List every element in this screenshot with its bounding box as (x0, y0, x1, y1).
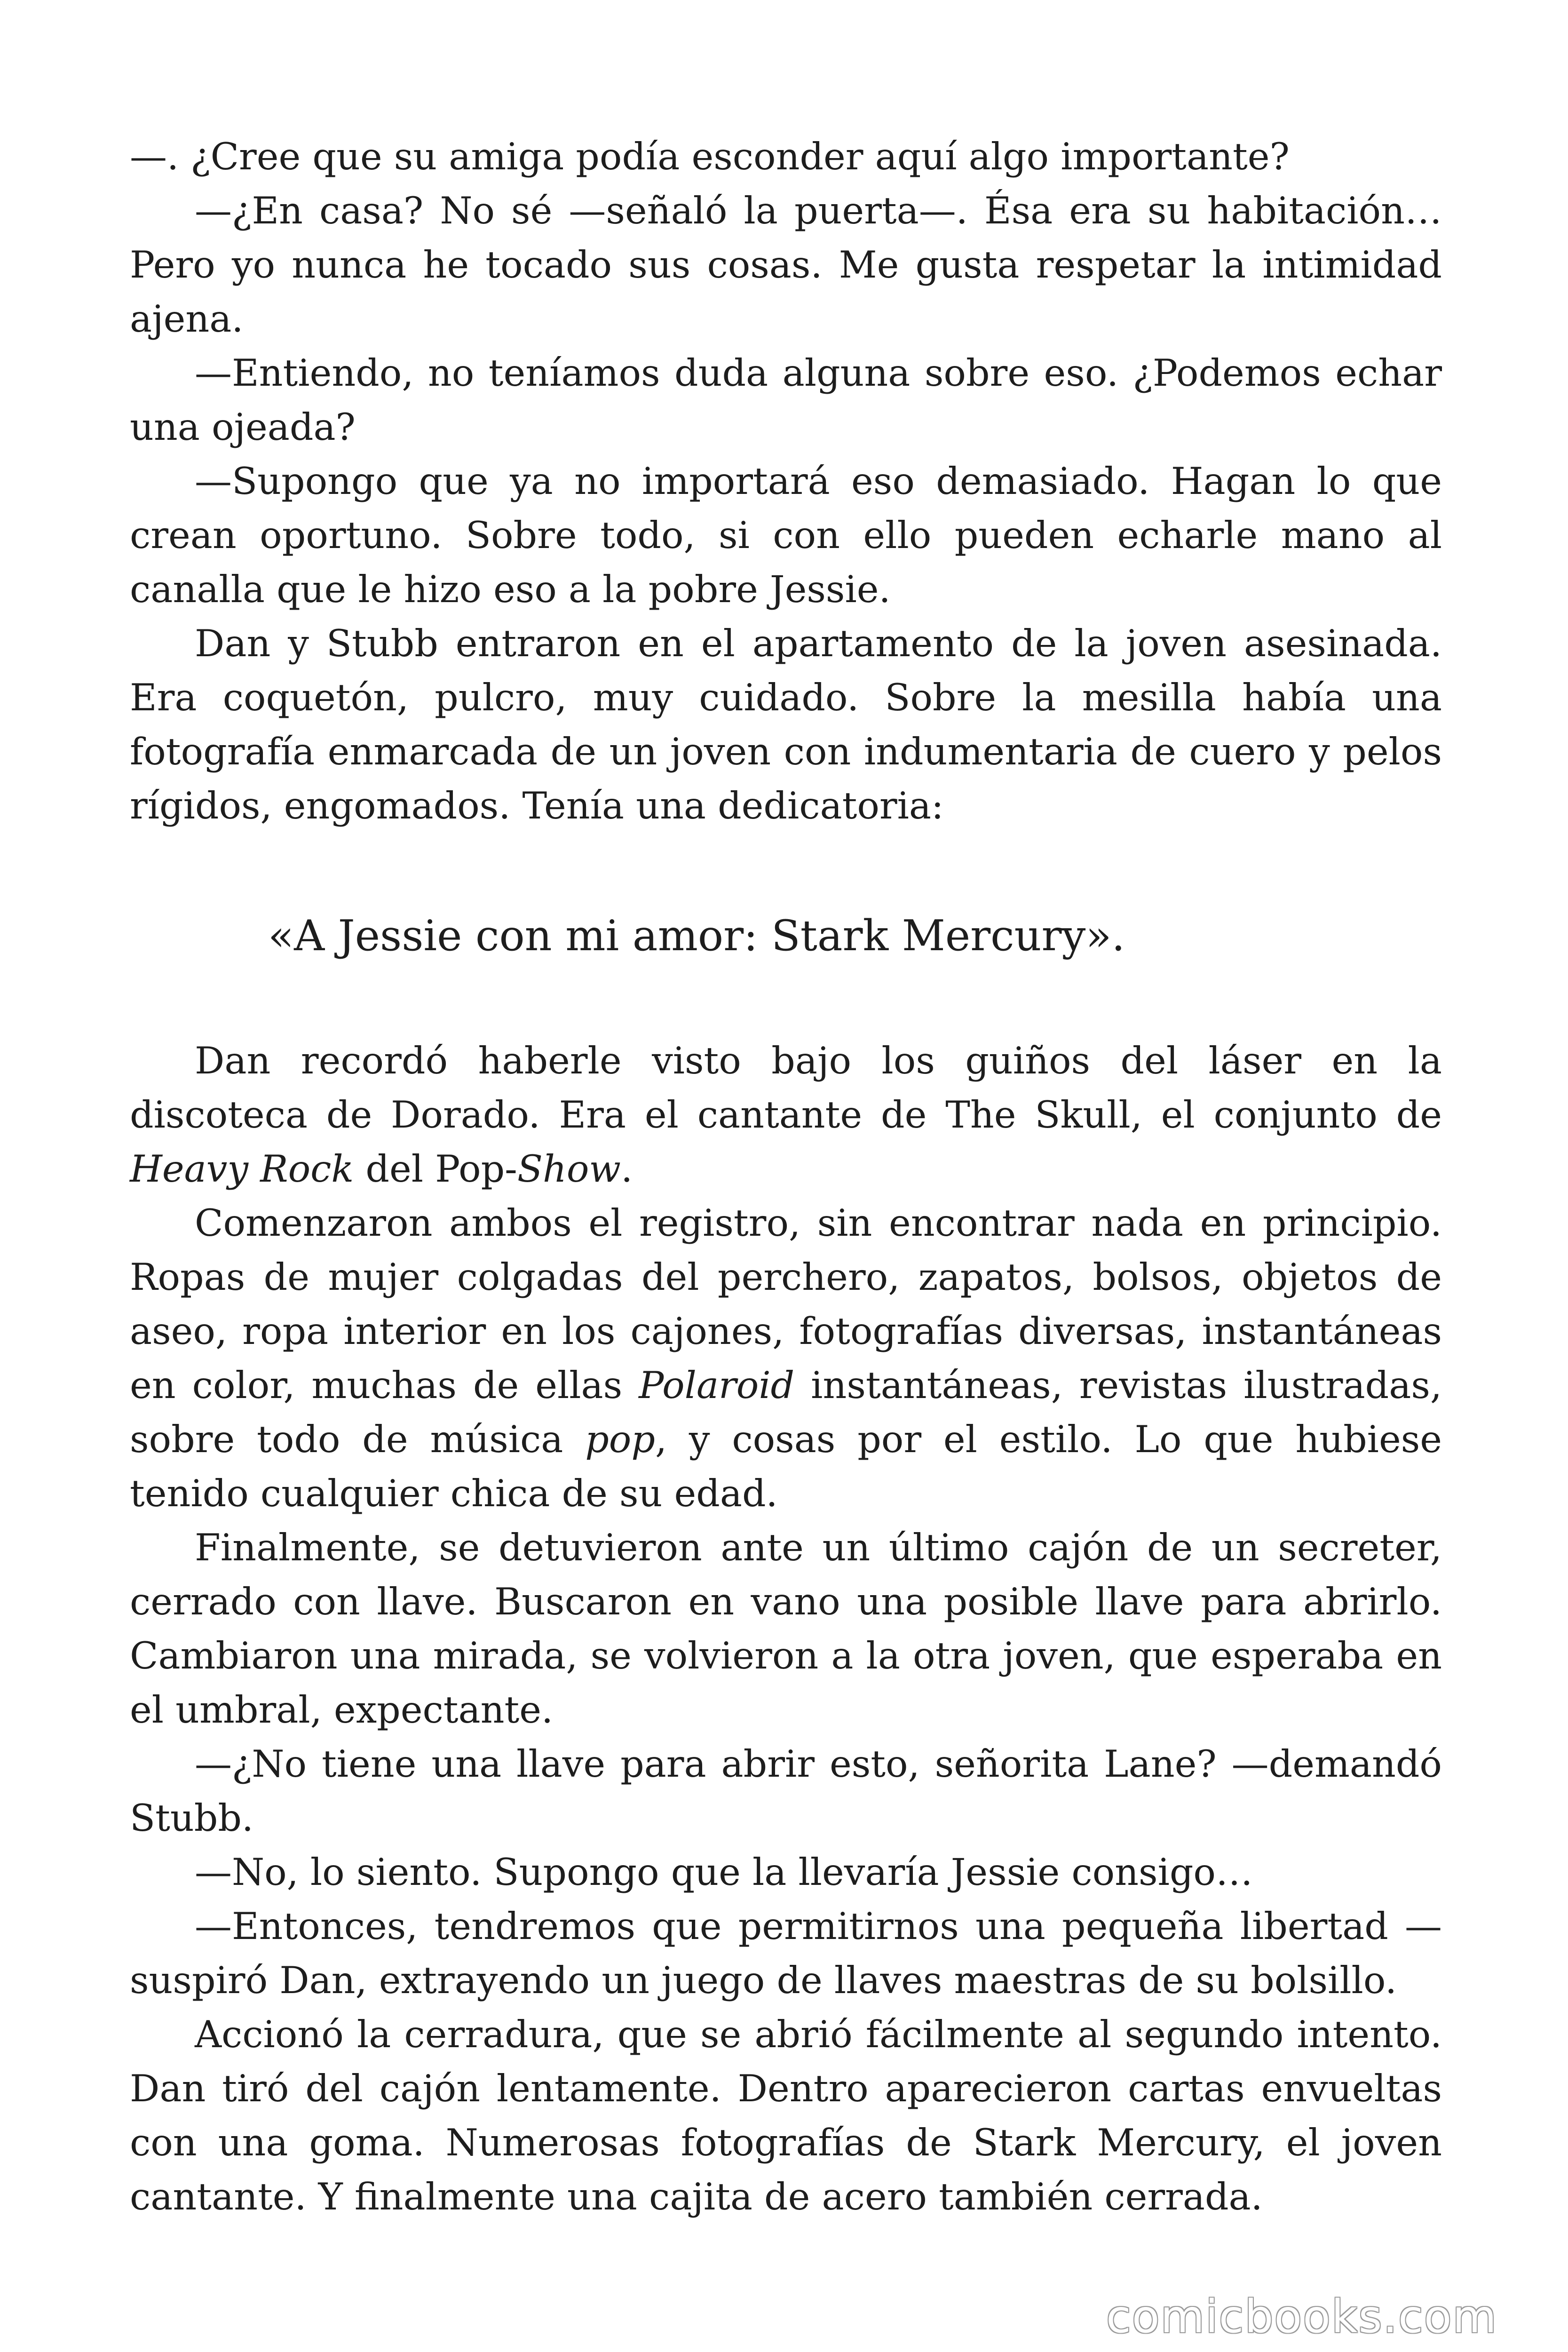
paragraph-7 (130, 1196, 1442, 1521)
paragraph-6-text-a: Dan recordó haberle visto bajo los guiños del láser en la discoteca de Dorado. Era el cantante de The Skull, el conjunto de (130, 1039, 1442, 1136)
text-block-top (130, 130, 1442, 833)
paragraph-7-italic-polaroid: Polaroid (639, 1364, 795, 1407)
paragraph-7-text-a: Comenzaron ambos el registro, sin encontrar nada en principio. Ropas de mujer colgadas del perchero, zapatos, bolsos, objetos de aseo, ropa interior en los cajones, fotografías diversas, instantáneas en color, muchas de ellas (130, 1201, 1442, 1407)
paragraph-9: —¿No tiene una llave para abrir esto, señorita Lane? —demandó Stubb. (130, 1742, 1442, 1840)
paragraph-7-italic-pop: pop (585, 1418, 655, 1461)
watermark: comicbooks.com (1106, 2290, 1497, 2343)
paragraph-3: —Entiendo, no teníamos duda alguna sobre eso. ¿Podemos echar una ojeada? (130, 351, 1442, 449)
paragraph-2: —¿En casa? No sé —señaló la puerta—. Ésa era su habitación… Pero yo nunca he tocado sus cosas. Me gusta respetar la intimidad ajena. (130, 189, 1442, 341)
dedication-quote: «A Jessie con mi amor: Stark Mercury». (268, 911, 1125, 961)
paragraph-6-italic-show: Show (517, 1147, 621, 1191)
paragraph-12: Accionó la cerradura, que se abrió fácilmente al segundo intento. Dan tiró del cajón lentamente. Dentro aparecieron cartas envueltas con una goma. Numerosas fotografías de Stark Mercury, el joven cantante. Y finalmente una cajita de acero también cerrada. (130, 2013, 1442, 2218)
paragraph-11: —Entonces, tendremos que permitirnos una pequeña libertad —suspiró Dan, extrayendo un juego de llaves maestras de su bolsillo. (130, 1905, 1442, 2002)
paragraph-1: —. ¿Cree que su amiga podía esconder aquí algo importante? (130, 135, 1290, 178)
paragraph-6-text-c: del Pop- (354, 1147, 517, 1191)
paragraph-7-text-c: instantáneas, revistas ilustradas, sobre todo de música (130, 1364, 1442, 1461)
paragraph-10: —No, lo siento. Supongo que la llevaría Jessie consigo… (195, 1851, 1253, 1894)
paragraph-6-italic-heavy-rock: Heavy Rock (130, 1147, 354, 1191)
paragraph-6-text-e: . (621, 1147, 633, 1191)
paragraph-5: Dan y Stubb entraron en el apartamento de la joven asesinada. Era coquetón, pulcro, muy cuidado. Sobre la mesilla había una fotografía enmarcada de un joven con indumentaria de cuero y pelos rígidos, engomados. Tenía una dedicatoria: (130, 622, 1442, 827)
paragraph-8: Finalmente, se detuvieron ante un último cajón de un secreter, cerrado con llave. Buscaron en vano una posible llave para abrirlo. Cambiaron una mirada, se volvieron a la otra joven, que esperaba en el umbral, expectante. (130, 1526, 1442, 1732)
text-block-bottom (130, 1034, 1442, 2224)
paragraph-4: —Supongo que ya no importará eso demasiado. Hagan lo que crean oportuno. Sobre todo, si con ello pueden echarle mano al canalla que le hizo eso a la pobre Jessie. (130, 460, 1442, 611)
paragraph-7-text-e: , y cosas por el estilo. Lo que hubiese tenido cualquier chica de su edad. (130, 1418, 1442, 1515)
paragraph-6 (130, 1034, 1442, 1196)
